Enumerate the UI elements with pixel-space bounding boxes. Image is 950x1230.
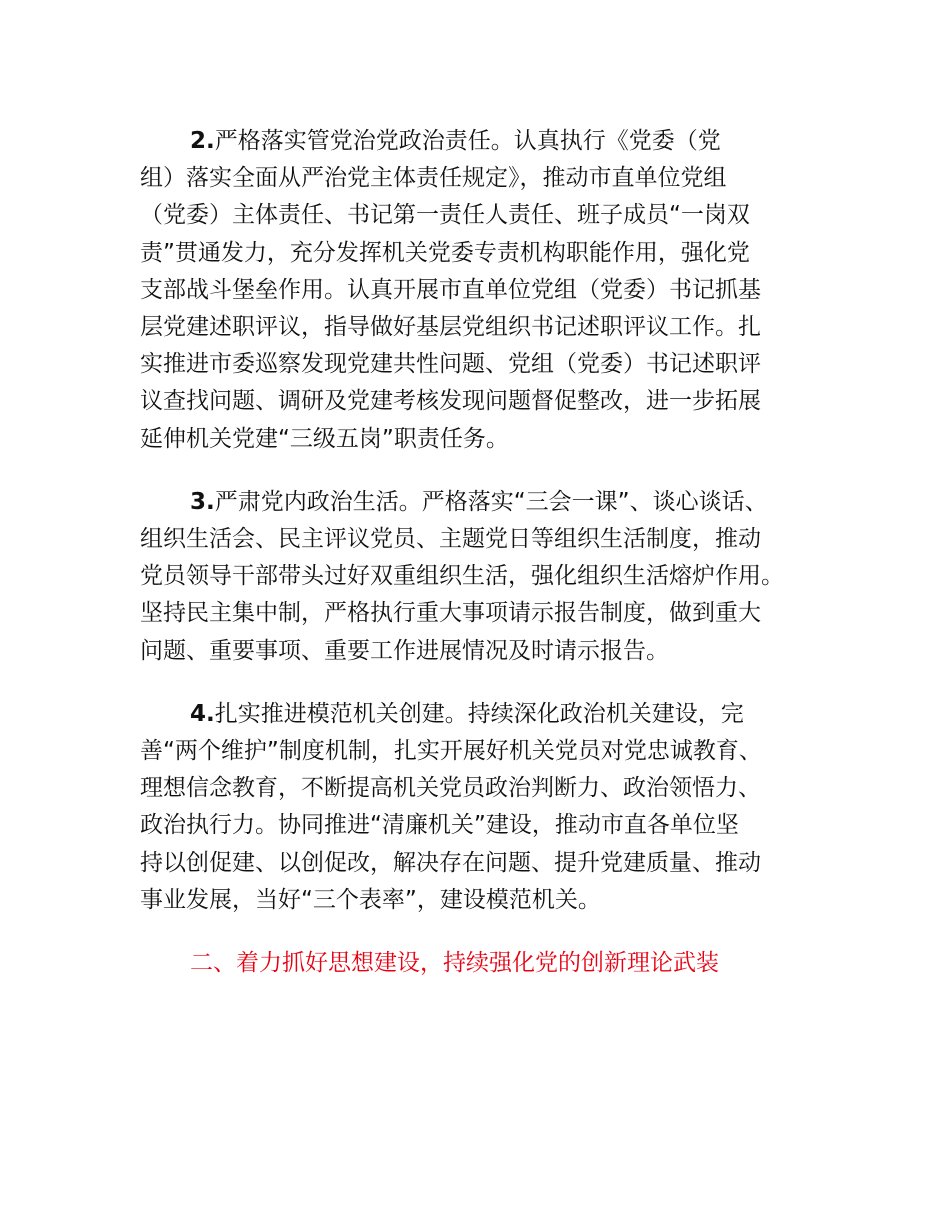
- paragraph-text: 严肃党内政治生活。严格落实“三会一课”、谈心谈话、: [214, 488, 768, 515]
- section-heading: 二、着力抓好思想建设，持续强化党的创新理论武装: [190, 950, 719, 977]
- paragraph-line: 事业发展，当好“三个表率”，建设模范机关。: [140, 886, 601, 913]
- paragraph-line: 支部战斗堡垒作用。认真开展市直单位党组（党委）书记抓基: [140, 276, 761, 303]
- paragraph-line: [140, 484, 820, 521]
- paragraph-line: 责”贯通发力，充分发挥机关党委专责机构职能作用，强化党: [140, 239, 750, 266]
- paragraph-text: 严格落实管党治党政治责任。认真执行《党委（党: [214, 128, 721, 154]
- paragraph-2: [140, 123, 820, 458]
- paragraph-line: 延伸机关党建“三级五岗”职责任务。: [140, 425, 509, 452]
- document-body: [140, 123, 820, 982]
- paragraph-line: 实推进市委巡察发现党建共性问题、党组（党委）书记述职评: [140, 351, 761, 378]
- paragraph-line: 理想信念教育，不断提高机关党员政治判断力、政治领悟力、: [140, 775, 761, 802]
- paragraph-line: 组织生活会、民主评议党员、主题党日等组织生活制度，推动: [140, 526, 761, 553]
- paragraph-line: 组）落实全面从严治党主体责任规定》，推动市直单位党组: [140, 165, 727, 192]
- paragraph-line: [140, 696, 820, 733]
- paragraph-line: 坚持民主集中制，严格执行重大事项请示报告制度，做到重大: [140, 600, 761, 627]
- paragraph-line: 议查找问题、调研及党建考核发现问题督促整改，进一步拓展: [140, 388, 761, 415]
- paragraph-text: 扎实推进模范机关创建。持续深化政治机关建设，完: [214, 700, 744, 727]
- paragraph-3: [140, 484, 820, 670]
- paragraph-line: 政治执行力。协同推进“清廉机关”建设，推动市直各单位坚: [140, 812, 739, 839]
- paragraph-line: 问题、重要事项、重要工作进展情况及时请示报告。: [140, 637, 669, 664]
- paragraph-number: 4.: [190, 700, 215, 727]
- paragraph-line: （党委）主体责任、书记第一责任人责任、班子成员“一岗双: [140, 202, 750, 229]
- paragraph-line: 党员领导干部带头过好双重组织生活，强化组织生活熔炉作用。: [140, 563, 784, 590]
- paragraph-line: 层党建述职评议，指导做好基层党组织书记述职评议工作。扎: [140, 314, 761, 341]
- paragraph-4: [140, 696, 820, 919]
- paragraph-line: [140, 123, 820, 160]
- paragraph-line: 善“两个维护”制度机制，扎实开展好机关党员对党忠诚教育、: [140, 738, 762, 765]
- paragraph-number: 2.: [190, 128, 215, 154]
- paragraph-number: 3.: [190, 488, 215, 515]
- paragraph-line: 持以创促建、以创促改，解决存在问题、提升党建质量、推动: [140, 849, 761, 876]
